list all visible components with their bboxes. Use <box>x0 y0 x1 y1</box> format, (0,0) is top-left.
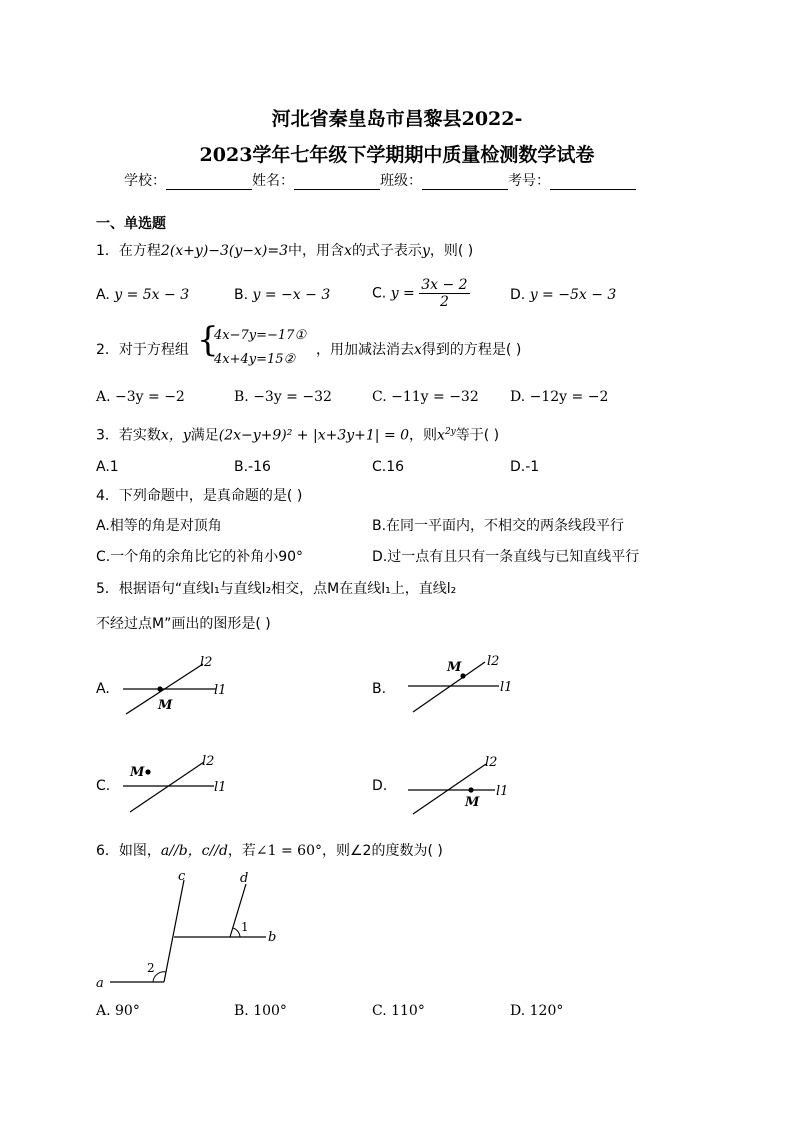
q6-option-d[interactable]: D. 120° <box>510 1003 564 1019</box>
label-l2: l2 <box>487 654 500 669</box>
question-number: 6． <box>96 843 119 859</box>
system-brace: { <box>197 320 219 360</box>
system-row-1: 4x−7y=−17① <box>214 328 307 343</box>
q5-option-c[interactable]: C. <box>96 778 111 794</box>
variable: y <box>421 243 430 259</box>
denominator: 2 <box>439 294 449 310</box>
q4-option-d[interactable]: D.过一点有且只有一条直线与已知直线平行 <box>372 549 640 565</box>
q6-option-c[interactable]: C. 110° <box>372 1003 425 1019</box>
q3-option-b[interactable]: B.-16 <box>234 459 271 475</box>
section-heading: 一、单选题 <box>96 216 166 232</box>
q4-option-a[interactable]: A.相等的角是对顶角 <box>96 518 222 534</box>
label-m: M <box>158 698 173 713</box>
stem-text: 中，用含 <box>288 243 345 259</box>
variable: x <box>344 243 352 259</box>
exam-number-blank[interactable] <box>550 175 636 190</box>
point-m <box>145 769 150 774</box>
q2-option-a[interactable]: A. −3y = −2 <box>96 389 185 405</box>
q6-option-a[interactable]: A. 90° <box>96 1003 140 1019</box>
stem-text: 在方程 <box>118 243 161 259</box>
stem-text: 根据语句“直线l₁与直线l₂相交，点M在直线l₁上，直线l₂ <box>118 581 457 597</box>
power-base: x <box>437 427 445 444</box>
label-d: d <box>240 871 249 886</box>
equation: (2x−y+9)² + |x+3y+1| = 0 <box>218 427 410 444</box>
stem-text: 下列命题中，是真命题的是( ) <box>118 488 303 504</box>
q6-figure <box>92 868 292 992</box>
q5-figure-d <box>403 752 518 818</box>
q5-figure-a <box>118 652 228 718</box>
stem-text: 等于( ) <box>455 427 500 444</box>
class-blank[interactable] <box>422 175 508 190</box>
question-3-stem <box>96 423 499 445</box>
q1-option-d[interactable] <box>510 286 616 304</box>
condition: a//b，c//d <box>160 843 228 859</box>
stem-text: 对于方程组 <box>118 342 189 358</box>
label-l2: l2 <box>202 754 215 769</box>
question-number: 4． <box>96 488 119 504</box>
school-label: 学校： <box>124 173 166 189</box>
q4-option-b[interactable]: B.在同一平面内，不相交的两条线段平行 <box>372 518 625 534</box>
name-label: 姓名： <box>252 173 294 189</box>
stem-text: ，则( ) <box>429 243 474 259</box>
q2-option-c[interactable]: C. −11y = −32 <box>372 389 479 405</box>
q3-option-a[interactable]: A.1 <box>96 459 119 475</box>
variables: x，y <box>160 427 191 444</box>
q1-option-a[interactable] <box>96 286 189 304</box>
label-l2: l2 <box>485 755 498 770</box>
q5-figure-b <box>403 652 518 718</box>
label-b: b <box>268 930 277 945</box>
label-a: a <box>96 976 104 991</box>
question-1-stem <box>96 242 473 260</box>
stem-text: ，则∠2的度数为( ) <box>322 843 443 859</box>
point-m <box>157 686 162 691</box>
question-2-stem-post <box>316 341 521 359</box>
stem-text: 如图， <box>118 843 161 859</box>
option-letter: B. <box>234 287 253 303</box>
exam-title-line2: 2023学年七年级下学期期中质量检测数学试卷 <box>199 144 595 166</box>
stem-text: ，则 <box>409 427 438 444</box>
q1-option-b[interactable] <box>234 286 330 304</box>
option-letter: C. <box>372 285 391 302</box>
option-math: y = −x − 3 <box>252 287 331 303</box>
option-math: y = 5x − 3 <box>114 287 190 303</box>
label-l1: l1 <box>214 780 227 795</box>
exam-title-line1: 河北省秦皇岛市昌黎县2022- <box>271 108 523 130</box>
question-4-stem <box>96 487 302 505</box>
label-l1: l1 <box>496 784 509 799</box>
line-c <box>164 880 184 982</box>
q4-option-c[interactable]: C.一个角的余角比它的补角小90° <box>96 549 304 565</box>
option-math: y = <box>390 285 415 302</box>
question-2-stem-pre <box>96 341 189 359</box>
label-angle-1: 1 <box>241 920 249 934</box>
exam-number-label: 考号： <box>508 173 550 189</box>
question-number: 2． <box>96 342 119 358</box>
variable: x <box>414 342 422 358</box>
stem-text: 若实数 <box>118 427 161 444</box>
q3-option-c[interactable]: C.16 <box>372 459 405 475</box>
label-m: M <box>465 795 480 810</box>
question-number: 3． <box>96 427 119 444</box>
q6-option-b[interactable]: B. 100° <box>234 1003 287 1019</box>
label-c: c <box>178 869 186 884</box>
given-angle: ∠1 = 60° <box>255 843 322 859</box>
question-number: 1． <box>96 243 119 259</box>
q5-option-a[interactable]: A. <box>96 681 110 697</box>
q5-figure-c <box>118 752 228 818</box>
question-5-stem-line2: 不经过点M”画出的图形是( ) <box>96 616 271 632</box>
stem-text: 满足 <box>190 427 219 444</box>
option-letter: A. <box>96 287 115 303</box>
point-m <box>468 787 473 792</box>
fraction <box>419 277 469 310</box>
label-l2: l2 <box>200 655 213 670</box>
stem-text: 的式子表示 <box>351 243 422 259</box>
option-letter: D. <box>510 287 530 303</box>
q1-option-c[interactable] <box>372 277 470 310</box>
stem-text: ，用加减法消去 <box>316 342 414 358</box>
label-l1: l1 <box>500 680 513 695</box>
name-blank[interactable] <box>294 175 380 190</box>
q2-option-b[interactable]: B. −3y = −32 <box>234 389 332 405</box>
label-l1: l1 <box>214 683 227 698</box>
numerator: 3x − 2 <box>421 277 468 293</box>
q2-option-d[interactable]: D. −12y = −2 <box>510 389 609 405</box>
stem-text: 得到的方程是( ) <box>421 342 522 358</box>
label-m: M <box>130 765 145 780</box>
school-blank[interactable] <box>166 175 252 190</box>
power-exponent: 2y <box>444 427 456 437</box>
angle-1-arc <box>233 928 240 937</box>
option-math: y = −5x − 3 <box>529 287 617 303</box>
q3-option-d[interactable]: D.-1 <box>510 459 540 475</box>
student-info-line <box>124 172 636 190</box>
stem-text: ，若 <box>227 843 256 859</box>
equation: 2(x+y)−3(y−x)=3 <box>160 243 289 259</box>
question-6-stem <box>96 842 443 860</box>
question-number: 5． <box>96 581 119 597</box>
system-row-2: 4x+4y=15② <box>214 352 296 367</box>
question-5-stem-line1 <box>96 580 456 598</box>
q5-option-b[interactable]: B. <box>372 681 387 697</box>
label-angle-2: 2 <box>147 961 155 975</box>
label-m: M <box>447 660 462 675</box>
q5-option-d[interactable]: D. <box>372 778 388 794</box>
class-label: 班级： <box>380 173 422 189</box>
